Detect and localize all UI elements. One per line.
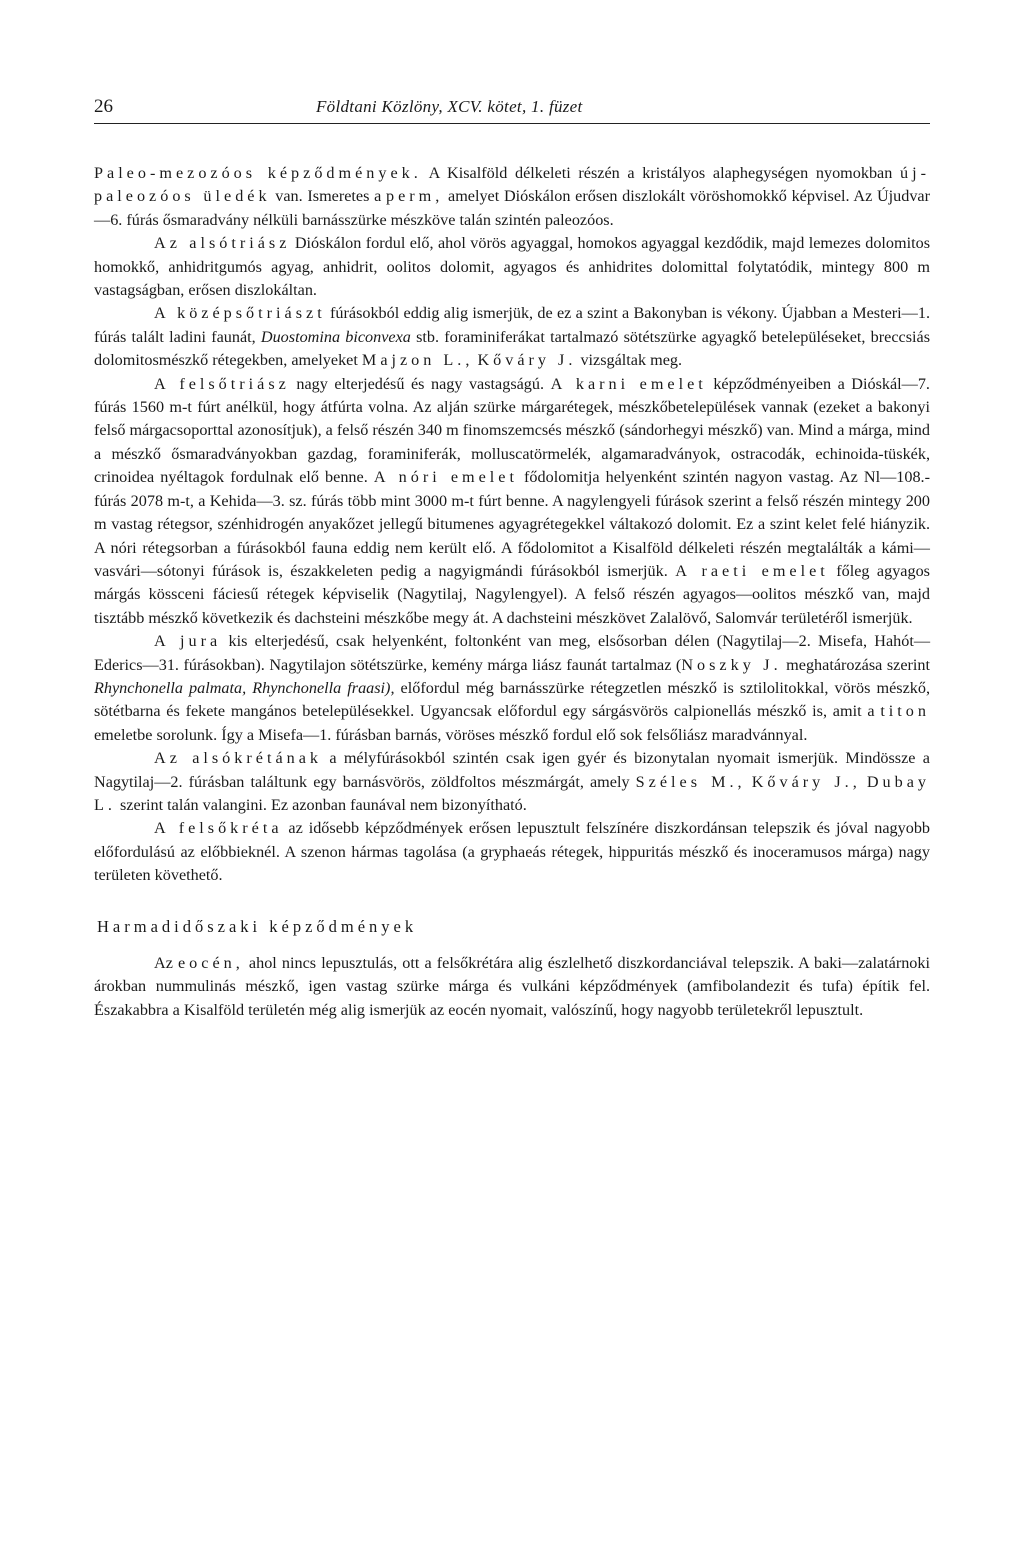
page-header [94,96,930,124]
spaced-term: Az alsótriász [154,234,291,253]
paragraph-lower-triassic [94,232,930,302]
text-run: Dióskálon fordul elő, ahol vörös agyaggal, homokos agyaggal kezdődik, majd lemezes dolomitos homokkő, anhidritgumós agyag, anhidrit, oolitos dolomit, agyagos és anhidrites dolomittal folytatódik, mintegy 800 m vastagságban, erősen diszlokáltan. [94,234,930,300]
author-name: Noszky J. [681,655,782,674]
text-run: emeletbe sorolunk. Így a Misefa—1. fúrásban barnás, vöröses mészkő fordul elő sok felsőliász maradvánnyal. [94,725,808,744]
spaced-term: A raeti emelet [675,561,829,580]
text-run: nagy elterjedésű és nagy vastagságú. [289,374,551,393]
taxon-name: Rhynchonella palmata, Rhynchonella fraasi), [94,678,395,697]
author-name: Majzon L., [361,351,474,370]
text-run: vizsgáltak meg. [576,351,683,370]
text-run: a mélyfúrásokból szintén csak igen gyér és bizonytalan nyomait ismerjük. Mindössze a Nagytilaj—2. fúrásban találtunk egy barnásvörös, zöldfoltos mészmárgát, amely [94,749,930,791]
paragraph-upper-cretaceous [94,817,930,887]
text-run: az idősebb képződmények erősen lepusztult felszínére diszkordánsan telepszik és jóval nagyobb előfordulású az előbbieknél. A szenon hármas tagolása (a gryphaeás rétegek, hippuritás mészkő és inoceramusos márga) nagy területen követhető. [94,819,931,885]
spaced-term: A felsőtriász [154,374,290,393]
text-run: főleg agyagos márgás kössceni fáciesű rétegek képviselik (Nagytilaj, Nagylengyel). A felső részén agyagos—oolitos mészkő van, majd tisztább mészkő következik és dachsteini mészkőbe megy át. A dachsteini mészkövet Zalalövő, Salomvár területéről ismerjük. [94,561,930,627]
spaced-term: Paleo-mezozóos képződmények. [94,164,422,182]
text-run: van. Ismeretes a [270,187,386,206]
author-name: Kőváry J., [751,772,861,791]
paragraph-upper-triassic [94,373,930,630]
paragraph-eocene [94,952,930,1022]
author-name: Széles M., [635,772,746,791]
spaced-term: perm, [386,187,444,206]
text-run: képződményeiben a Dióskál—7. fúrás 1560 m-t fúrt anélkül, hogy átfúrta volna. Az alján szürke márgarétegek, mészkőbetelepülések vannak (ezeket a bakonyi felső márgacsoporttal azonosítjuk), a felső részén 340 m finomszemcsés mészkő (sándorhegyi mészkő) van. Mind a márga, mind a mészkő ősmaradványokban gazdag, foraminiferák, molluscatörmelék, algamaradványok, ostracodák, echinoida-tüskék, crinoidea nyéltagok fordulnak elő benne. [94,374,930,487]
text-run: szerint talán valangini. Ez azonban faunával nem bizonyítható. [115,795,527,814]
text-run: kis elterjedésű, csak helyenként, foltonként van meg, elsősorban délen (Nagytilaj—2. Misefa, Hahót—Ederics—31. fúrásokban). Nagytilajon sötétszürke, kemény márga liász faunát tartalmaz ( [94,632,931,674]
spaced-term: A középsőtriászt [154,304,326,323]
spaced-term: A karni emelet [550,374,707,393]
spaced-term: Az alsókrétának [154,749,322,768]
text-run: Az [154,954,178,972]
paragraph-paleo-mesozoic [94,162,930,232]
spaced-term: titon [880,702,930,721]
paragraph-middle-triassic [94,302,930,372]
article-body [94,162,930,1022]
paragraph-lower-cretaceous [94,747,930,817]
author-name: Kőváry J. [477,351,577,370]
author-name: Dubay L. [94,772,931,814]
running-head: Földtani Közlöny, XCV. kötet, 1. füzet [316,97,583,116]
section-heading: Harmadidőszaki képződmények [97,916,418,936]
page [94,96,930,1022]
text-run: meghatározása szerint [781,655,930,674]
spaced-term: új-paleozóos üledék [94,164,930,206]
taxon-name: Duostomina biconvexa [260,327,411,346]
spaced-term: A jura [154,632,222,651]
text-run: fúrásokból eddig alig ismerjük, de ez a szint a Bakonyban is vékony. Újabban a Mesteri—1. fúrás talált ladini faunát, [94,304,930,346]
text-run: fődolomitja helyenként szintén nagyon vastag. Az Nl—108.-fúrás 2078 m-t, a Kehida—3. sz. fúrás több mint 3000 m-t fúrt benne. A nagylengyeli fúrások szerint a felső részén mintegy 200 m vastag rétegsor, szénhidrogén anyakőzet jellegű bitumenes agyagrétegekkel váltakozó dolomit. Ez a szint kelet felé hiányzik. A nóri rétegsorban a fúrásokból fauna eddig nem került elő. A fődolomitot a Kisalföld délkeleti részén megtalálták a kámi—vasvári—sótonyi fúrások is, északkeleten pedig a nagyigmándi fúrásokból ismerjük. [94,468,930,580]
paragraph-jurassic [94,630,930,747]
text-run: amelyet Dióskálon erősen diszlokált vöröshomokkő képvisel. Az Újudvar—6. fúrás ősmaradvány nélküli barnásszürke mészköve talán szintén paleozóos. [94,187,930,229]
spaced-term: A felsőkréta [154,819,283,838]
text-run: előfordul még barnásszürke rétegzetlen mészkő is sztilolitokkal, vörös mészkő, sötétbarna és fekete mangános betelepülésekkel. Ugyancsak előfordul egy sárgásvörös calpionellás mészkő is, amit a [94,678,930,721]
text-run: stb. foraminiferákat tartalmazó sötétszürke agyagkő betelepüléseket, breccsiás dolomitosmészkő rétegekben, amelyeket [94,327,930,370]
text-run: A Kisalföld délkeleti részén a kristályos alaphegységen nyomokban [421,164,900,182]
text-run: ahol nincs lepusztulás, ott a felsőkrétára alig észlelhető diszkordanciával telepszik. A baki—zalatárnoki árokban nummulinás mészkő, igen vastag szürke márga és vulkáni képződmények (amfibolandezit és tufa) építik fel. Északabbra a Kisalföld területén még alig ismerjük az eocén nyomait, valószínű, hogy nagyobb területekről lepusztult. [94,954,930,1019]
spaced-term: eocén, [178,954,244,972]
page-number: 26 [94,96,113,117]
spaced-term: A nóri emelet [373,468,518,487]
